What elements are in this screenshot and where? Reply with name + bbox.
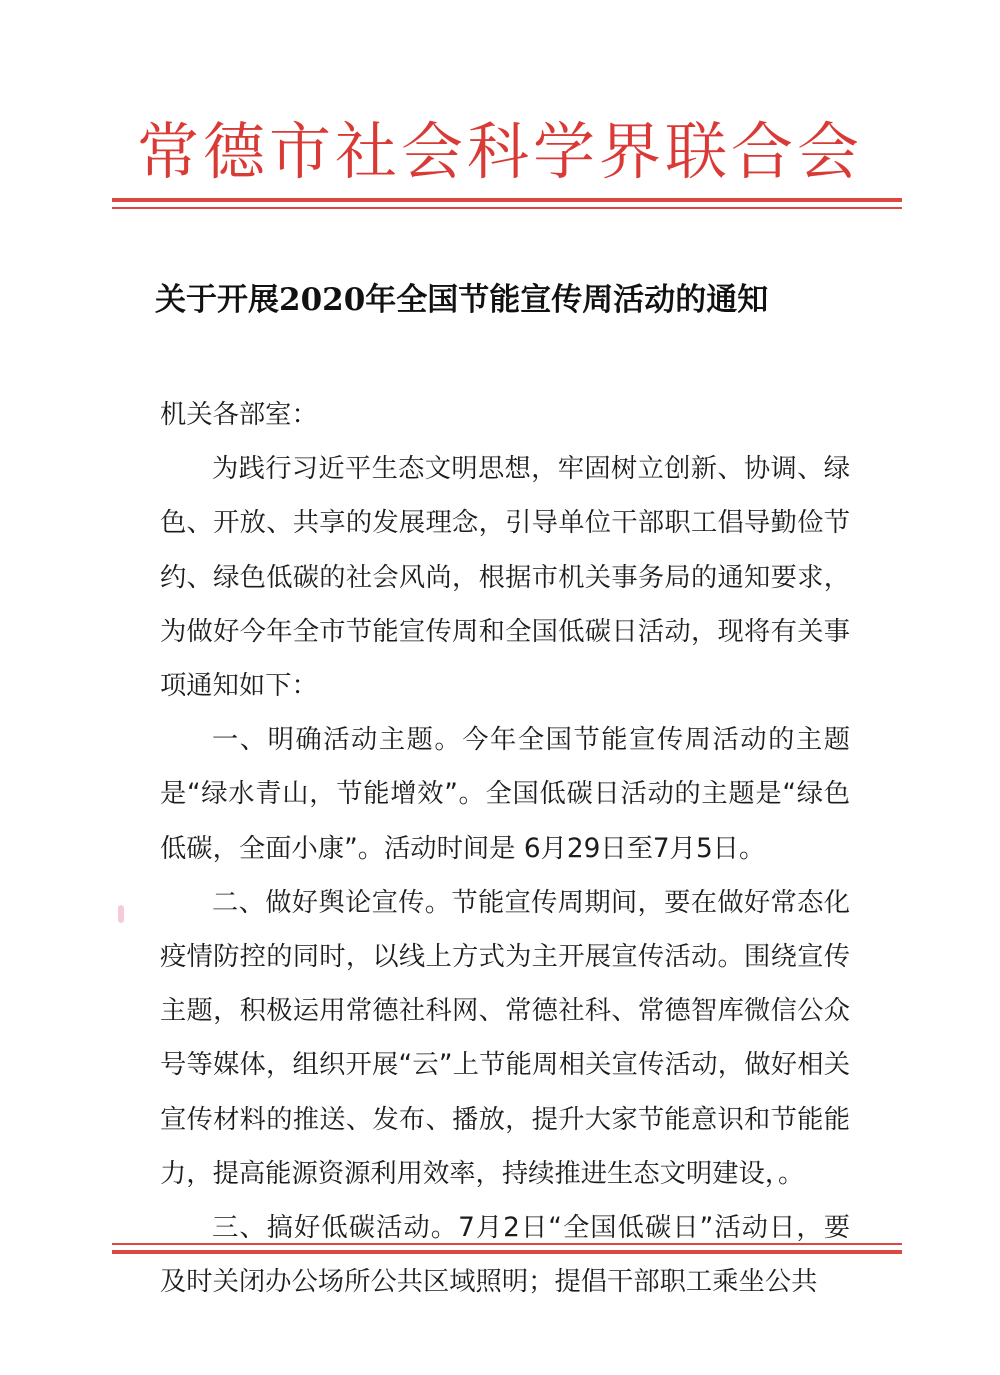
org-name-header: 常德市社会科学界联合会 [136,115,863,188]
document-title: 关于开展2020年全国节能宣传周活动的通知 [155,282,769,318]
paragraph-section-2: 二、做好舆论宣传。节能宣传周期间，要在做好常态化疫情防控的同时，以线上方式为主开展宣传活动。围绕宣传主题，积极运用常德社科网、常德社科、常德智库微信公众号等媒体，组织开展“云”上节能周相关宣传活动，做好相关宣传材料的推送、发布、播放，提升大家节能意识和节能能力，提高能源资源利用效率，持续推进生态文明建设，。 [160,887,850,1189]
footer-rule-thick [112,1250,902,1254]
paragraph-section-1: 一、明确活动主题。今年全国节能宣传周活动的主题是“绿水青山，节能增效”。全国低碳日活动的主题是“绿色低碳，全面小康”。活动时间是 6月29日至7月5日。 [160,725,850,864]
document-body [160,388,850,1309]
ink-mark [118,905,124,923]
footer-rule-thin [112,1243,902,1245]
header-rule-thin [112,207,902,209]
salutation: 机关各部室： [160,400,318,430]
header-rule-thick [112,198,902,202]
paragraph-intro: 为践行习近平生态文明思想，牢固树立创新、协调、绿色、开放、共享的发展理念，引导单位干部职工倡导勤俭节约、绿色低碳的社会风尚，根据市机关事务局的通知要求，为做好今年全市节能宣传周和全国低碳日活动，现将有关事项通知如下： [160,454,850,702]
paragraph-section-3: 三、搞好低碳活动。7月2日“全国低碳日”活动日，要及时关闭办公场所公共区域照明；提倡干部职工乘坐公共 [160,1213,850,1298]
